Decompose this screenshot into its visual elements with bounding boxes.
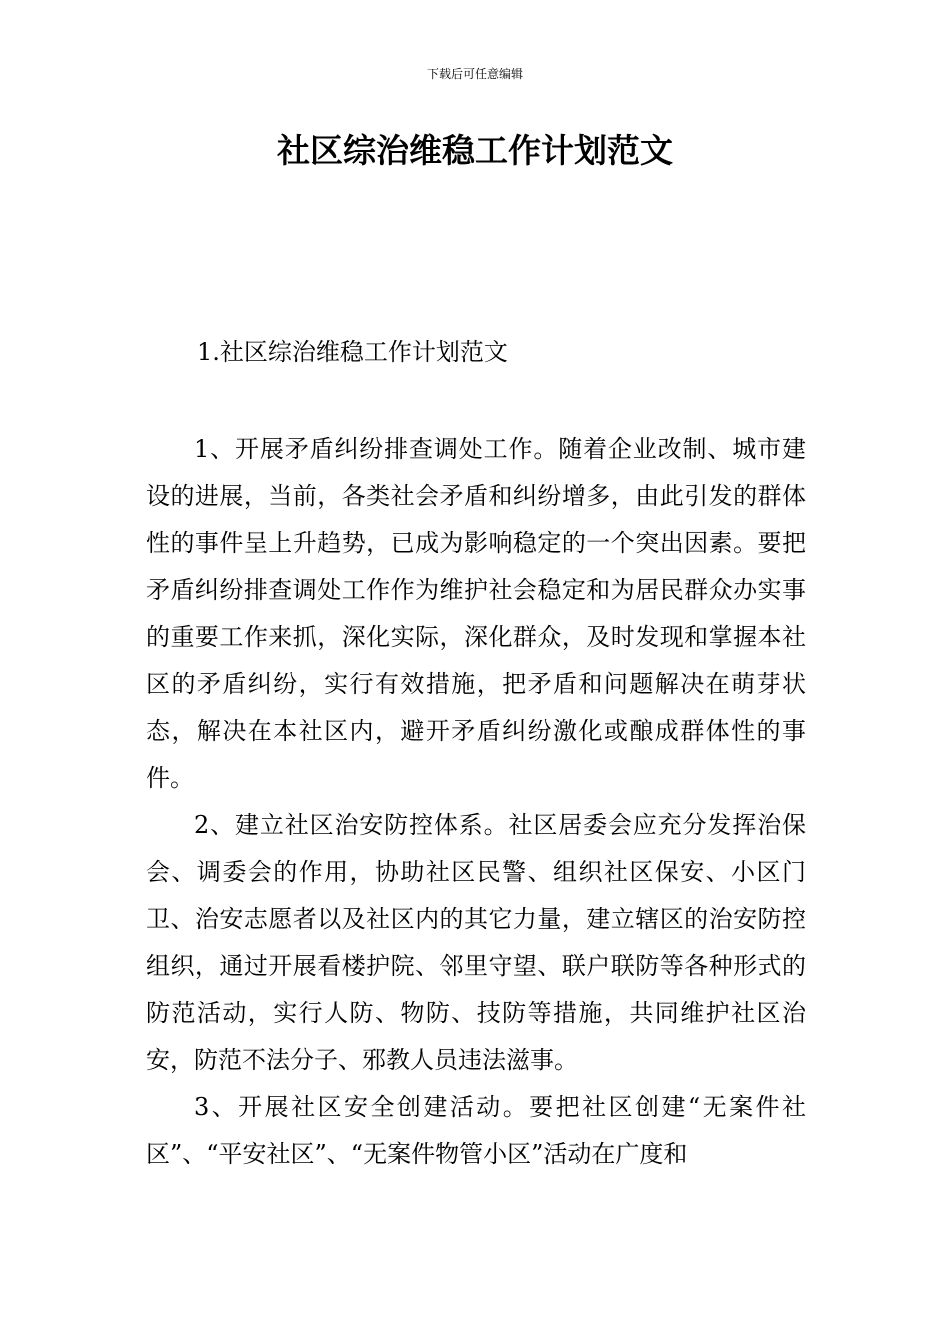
body-text — [146, 426, 806, 1178]
paragraph-2: 2、建立社区治安防控体系。社区居委会应充分发挥治保会、调委会的作用，协助社区民警、组织社区保安、小区门卫、治安志愿者以及社区内的其它力量，建立辖区的治安防控组织，通过开展看楼护院、邻里守望、联户联防等各种形式的防范活动，实行人防、物防、技防等措施，共同维护社区治安，防范不法分子、邪教人员违法滋事。 — [146, 811, 806, 1074]
paragraph-3: 3、开展社区安全创建活动。要把社区创建“无案件社区”、“平安社区”、“无案件物管小区”活动在广度和 — [146, 1093, 806, 1168]
document-title: 社区综治维稳工作计划范文 — [277, 131, 673, 170]
section-subtitle: 1.社区综治维稳工作计划范文 — [197, 338, 508, 366]
header-note: 下载后可任意编辑 — [426, 67, 523, 81]
paragraph-1: 1、开展矛盾纠纷排查调处工作。随着企业改制、城市建设的进展，当前，各类社会矛盾和纠纷增多，由此引发的群体性的事件呈上升趋势，已成为影响稳定的一个突出因素。要把矛盾纠纷排查调处工作作为维护社会稳定和为居民群众办实事的重要工作来抓，深化实际，深化群众，及时发现和掌握本社区的矛盾纠纷，实行有效措施，把矛盾和问题解决在萌芽状态，解决在本社区内，避开矛盾纠纷激化或酿成群体性的事件。 — [146, 435, 806, 792]
